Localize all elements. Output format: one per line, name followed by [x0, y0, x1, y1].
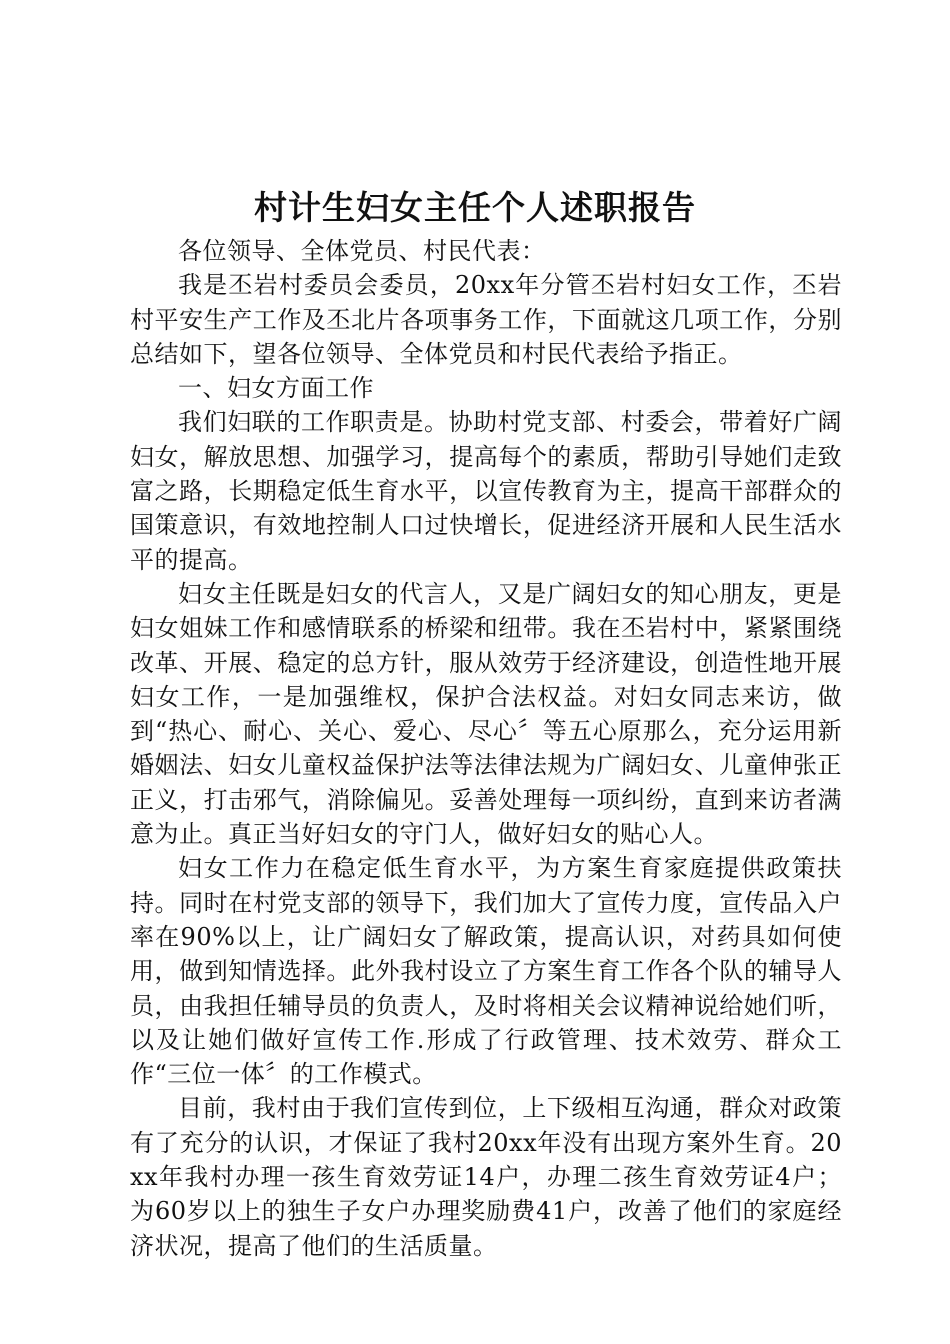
intro-paragraph: 我是丕岩村委员会委员，20xx年分管丕岩村妇女工作，丕岩村平安生产工作及丕北片各项事务工作，下面就这几项工作，分别总结如下，望各位领导、全体党员和村民代表给予指正。	[130, 271, 842, 368]
body-paragraph: 妇女工作力在稳定低生育水平，为方案生育家庭提供政策扶持。同时在村党支部的领导下，我们加大了宣传力度，宣传品入户率在90%以上，让广阔妇女了解政策，提高认识，对药具如何使用，做到知情选择。此外我村设立了方案生育工作各个队的辅导人员，由我担任辅导员的负责人，及时将相关会议精神说给她们听，以及让她们做好宣传工作.形成了行政管理、技术效劳、群众工作“三位一体〞的工作模式。	[130, 854, 842, 1089]
document-body	[130, 234, 842, 1263]
body-paragraph: 我们妇联的工作职责是。协助村党支部、村委会，带着好广阔妇女，解放思想、加强学习，提高每个的素质，帮助引导她们走致富之路，长期稳定低生育水平，以宣传教育为主，提高干部群众的国策意识，有效地控制人口过快增长，促进经济开展和人民生活水平的提高。	[130, 408, 842, 574]
body-paragraph: 目前，我村由于我们宣传到位，上下级相互沟通，群众对政策有了充分的认识，才保证了我村20xx年没有出现方案外生育。20xx年我村办理一孩生育效劳证14户，办理二孩生育效劳证4户；为60岁以上的独生子女户办理奖励费41户，改善了他们的家庭经济状况，提高了他们的生活质量。	[130, 1094, 842, 1260]
section-heading: 一、妇女方面工作	[178, 374, 374, 403]
document-title: 村计生妇女主任个人述职报告	[254, 188, 696, 227]
salutation-paragraph: 各位领导、全体党员、村民代表：	[178, 237, 546, 265]
body-paragraph: 妇女主任既是妇女的代言人，又是广阔妇女的知心朋友，更是妇女姐妹工作和感情联系的桥梁和纽带。我在丕岩村中，紧紧围绕改革、开展、稳定的总方针，服从效劳于经济建设，创造性地开展妇女工作，一是加强维权，保护合法权益。对妇女同志来访，做到“热心、耐心、关心、爱心、尽心〞等五心原那么，充分运用新婚姻法、妇女儿童权益保护法等法律法规为广阔妇女、儿童伸张正正义，打击邪气，消除偏见。妥善处理每一项纠纷，直到来访者满意为止。真正当好妇女的守门人，做好妇女的贴心人。	[130, 579, 842, 849]
